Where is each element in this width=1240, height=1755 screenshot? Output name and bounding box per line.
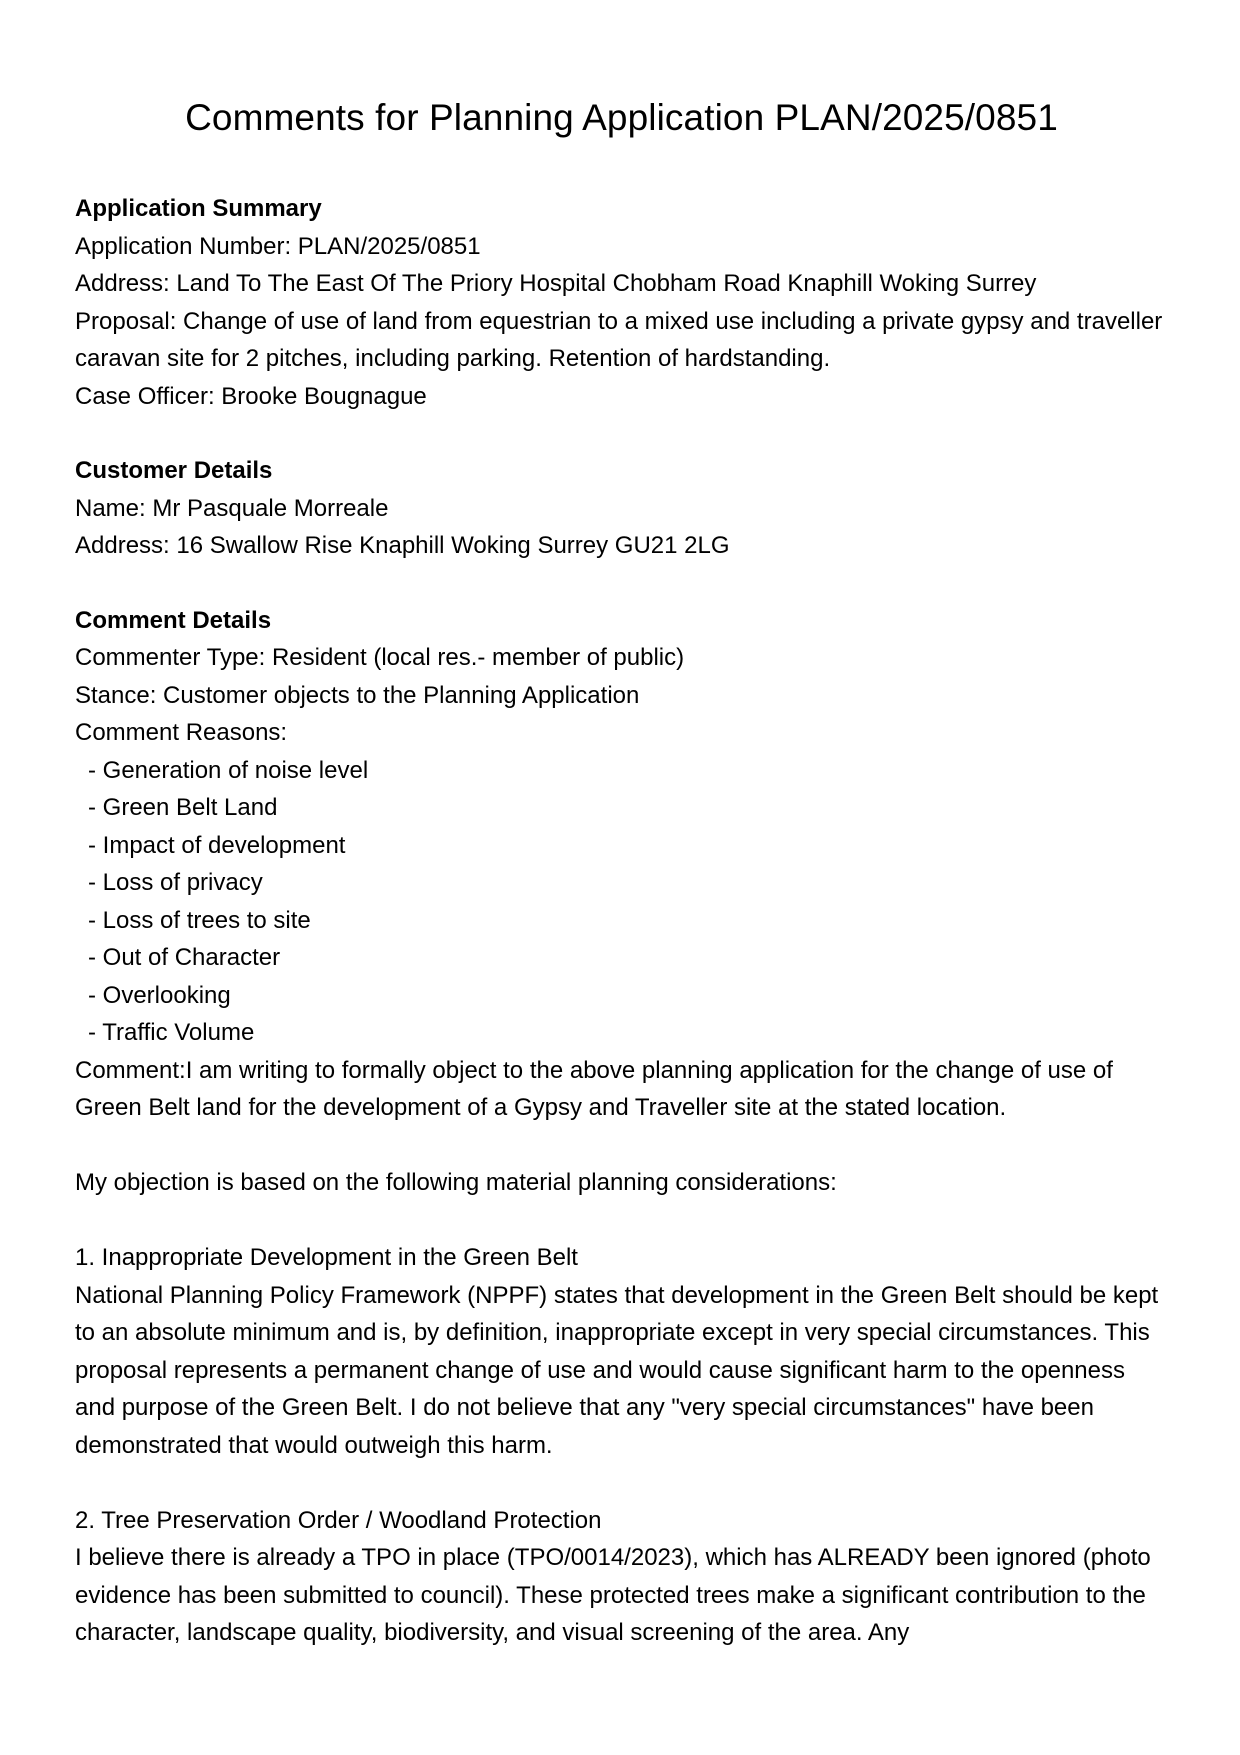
list-item: - Traffic Volume: [88, 1019, 255, 1046]
list-item: - Overlooking: [88, 981, 231, 1009]
list-item: - Green Belt Land: [88, 794, 278, 821]
page-title: Comments for Planning Application PLAN/2025/0851: [185, 97, 1058, 138]
case-officer: Case Officer: Brooke Bougnague: [75, 382, 427, 410]
customer-address: Address: 16 Swallow Rise Knaphill Woking Surrey GU21 2LG: [75, 532, 730, 559]
commenter-type: Commenter Type: Resident (local res.- member of public): [75, 644, 685, 671]
point-1-body: National Planning Policy Framework (NPPF) states that development in the Green Belt should be kept to an absolute minimum and is, by definition, inappropriate except in very special circumstances. This proposal represents a permanent change of use and would cause significant harm to the openness and purpose of the Green Belt. I do not believe that any "very special circumstances" have been demonstrated that would outweigh this harm.: [75, 1281, 1159, 1459]
list-item: - Loss of privacy: [88, 869, 263, 896]
application-number: Application Number: PLAN/2025/0851: [75, 232, 481, 260]
list-item: - Out of Character: [88, 944, 281, 971]
customer-details-heading: Customer Details: [75, 457, 273, 484]
point-2-body: I believe there is already a TPO in place (TPO/0014/2023), which has ALREADY been ignored (photo evidence has been submitted to council). These protected trees make a significant contribution to the character, landscape quality, biodiversity, and visual screening of the area. Any: [75, 1544, 1151, 1646]
objection-basis: My objection is based on the following material planning considerations:: [75, 1169, 837, 1196]
stance: Stance: Customer objects to the Planning Application: [75, 681, 640, 709]
list-item: - Impact of development: [88, 831, 346, 859]
application-address: Address: Land To The East Of The Priory Hospital Chobham Road Knaphill Woking Surrey: [75, 270, 1037, 297]
application-summary-section: [75, 190, 1168, 415]
comment-intro: Comment:I am writing to formally object to the above planning application for the change of use of Green Belt land for the development of a Gypsy and Traveller site at the stated location.: [75, 1056, 1113, 1121]
point-1: [75, 1239, 1168, 1464]
customer-details-section: [75, 452, 1168, 565]
list-item: - Loss of trees to site: [88, 906, 311, 934]
application-proposal: Proposal: Change of use of land from equestrian to a mixed use including a private gypsy and traveller caravan site for 2 pitches, including parking. Retention of hardstanding.: [75, 307, 1163, 372]
list-item: - Generation of noise level: [88, 756, 369, 784]
comment-reasons-label: Comment Reasons:: [75, 719, 288, 746]
comment-reasons-list: [75, 752, 1168, 1052]
comment-body: [75, 1052, 1168, 1652]
customer-name: Name: Mr Pasquale Morreale: [75, 494, 389, 522]
comment-details-section: [75, 602, 1168, 1652]
point-2-title: 2. Tree Preservation Order / Woodland Protection: [75, 1506, 602, 1534]
point-1-title: 1. Inappropriate Development in the Green Belt: [75, 1244, 578, 1271]
point-2: [75, 1502, 1168, 1652]
application-summary-heading: Application Summary: [75, 195, 322, 222]
comment-details-heading: Comment Details: [75, 606, 272, 634]
